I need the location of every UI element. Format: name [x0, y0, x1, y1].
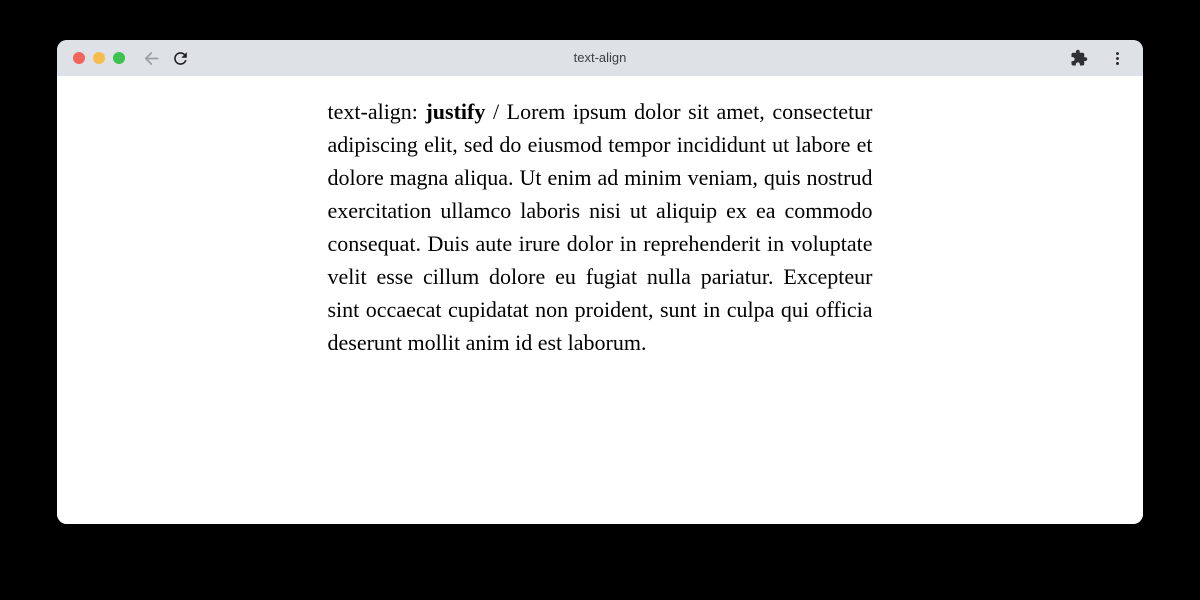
extensions-button[interactable] — [1067, 46, 1091, 70]
back-button[interactable] — [137, 45, 163, 71]
reload-icon — [171, 49, 190, 68]
property-value: justify — [425, 99, 486, 124]
reload-button[interactable] — [167, 45, 193, 71]
zoom-window-button[interactable] — [113, 52, 125, 64]
property-label: text-align: — [327, 99, 418, 124]
kebab-menu-icon — [1109, 50, 1126, 67]
browser-window — [57, 40, 1143, 524]
browser-toolbar — [57, 40, 1143, 76]
close-window-button[interactable] — [73, 52, 85, 64]
minimize-window-button[interactable] — [93, 52, 105, 64]
page-content — [57, 76, 1143, 524]
justify-demo-paragraph — [328, 95, 873, 359]
page-title: text-align — [573, 50, 627, 65]
toolbar-right-controls — [1067, 46, 1129, 70]
window-controls — [73, 52, 125, 64]
puzzle-piece-icon — [1070, 49, 1088, 67]
menu-button[interactable] — [1105, 46, 1129, 70]
lorem-text: Lorem ipsum dolor sit amet, consectetur adipiscing elit, sed do eiusmod tempor incididunt ut labore et dolore magna aliqua. Ut enim ad minim veniam, quis nostrud exercitation ullamco laboris nisi ut aliquip ex ea commodo consequat. Duis aute irure dolor in reprehenderit in voluptate velit esse cillum dolore eu fugiat nulla pariatur. Excepteur sint occaecat cupidatat non proident, sunt in culpa qui officia deserunt mollit anim id est laborum. — [327, 99, 873, 355]
back-arrow-icon — [141, 49, 160, 68]
separator: / — [492, 99, 500, 124]
